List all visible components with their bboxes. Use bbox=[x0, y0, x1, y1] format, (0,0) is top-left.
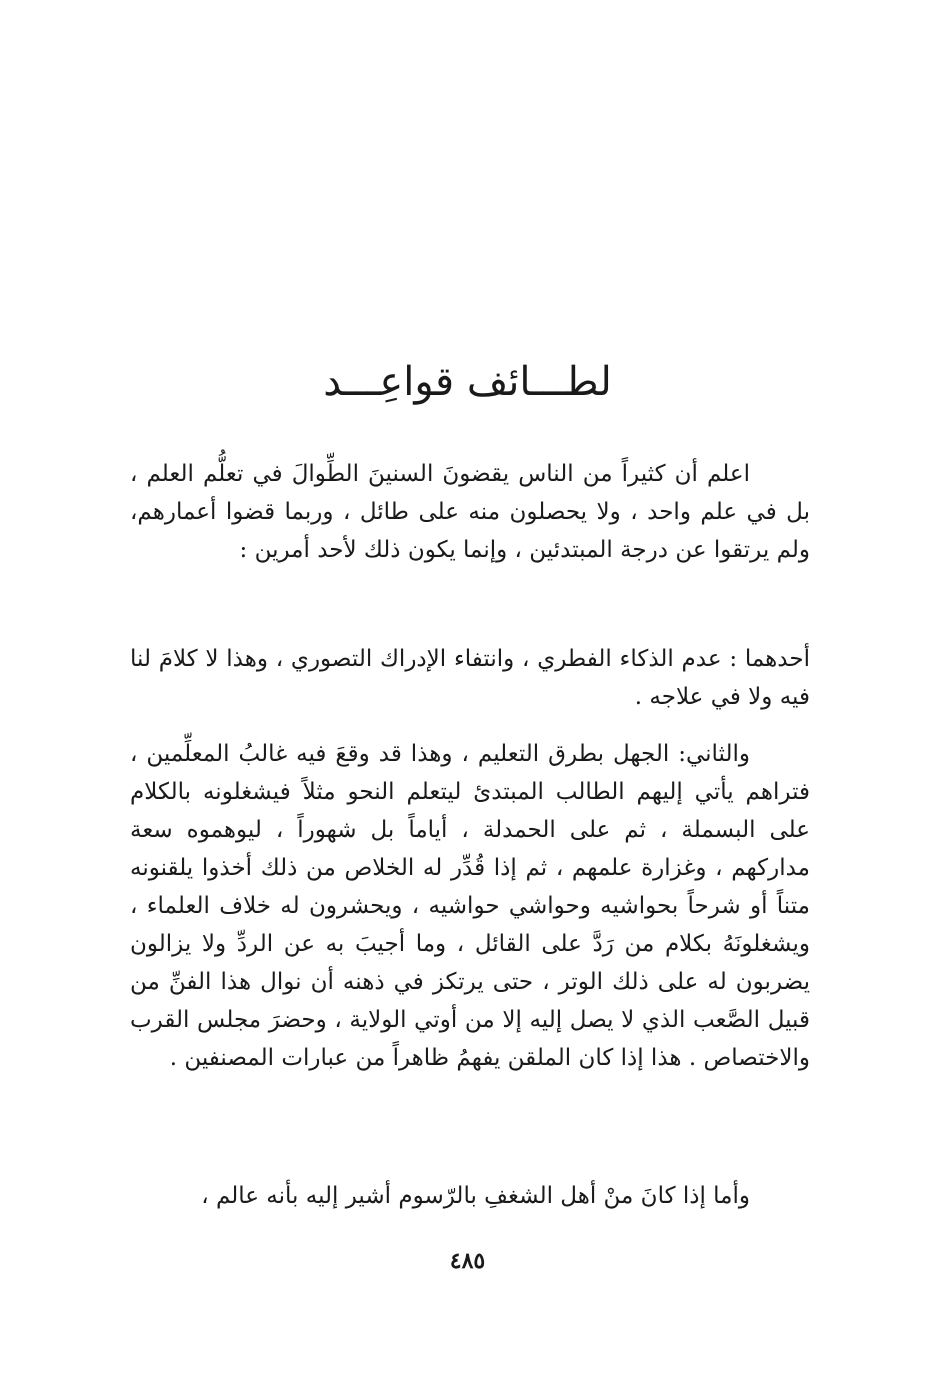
paragraph-second-reason bbox=[130, 735, 810, 1077]
paragraph-continuation bbox=[130, 1177, 810, 1215]
section-title: لطـــائف قواعِـــد bbox=[323, 359, 612, 405]
paragraph-text: اعلم أن كثيراً من الناس يقضونَ السنينَ الطِّوالَ في تعلُّم العلم ، بل في علم واحد ، ولا يحصلون منه على طائل ، وربما قضوا أعمارهم، ولم يرتقوا عن درجة المبتدئين ، وإنما يكون ذلك لأحد أمرين : bbox=[130, 461, 810, 563]
paragraph-text: أحدهما : عدم الذكاء الفطري ، وانتفاء الإدراك التصوري ، وهذا لا كلامَ لنا فيه ولا في علاجه . bbox=[130, 646, 810, 710]
paragraph-text: وأما إذا كانَ منْ أهل الشغفِ بالرّسوم أشير إليه بأنه عالم ، bbox=[201, 1183, 750, 1209]
paragraph-intro bbox=[130, 455, 810, 569]
page-number: ٤٨٥ bbox=[449, 1248, 486, 1274]
paragraph-first-reason bbox=[130, 640, 810, 716]
paragraph-text: والثاني: الجهل بطرق التعليم ، وهذا قد وقعَ فيه غالبُ المعلِّمين ، فتراهم يأتي إليهم الطالب المبتدئ ليتعلم النحو مثلاً فيشغلونه بالكلام على البسملة ، ثم على الحمدلة ، أياماً بل شهوراً ، ليوهموه سعة مداركهم ، وغزارة علمهم ، ثم إذا قُدِّر له الخلاص من ذلك أخذوا يلقنونه متناً أو شرحاً بحواشيه وحواشي حواشيه ، ويحشرون له خلاف العلماء ، ويشغلونَهُ بكلام من رَدَّ على القائل ، وما أجيبَ به عن الردِّ ولا يزالون يضربون له على ذلك الوتر ، حتى يرتكز في ذهنه أن نوال هذا الفنِّ من قبيل الصَّعب الذي لا يصل إليه إلا من أوتي الولاية ، وحضرَ مجلس القرب والاختصاص . هذا إذا كان الملقن يفهمُ ظاهراً من عبارات المصنفين . bbox=[130, 741, 810, 1071]
